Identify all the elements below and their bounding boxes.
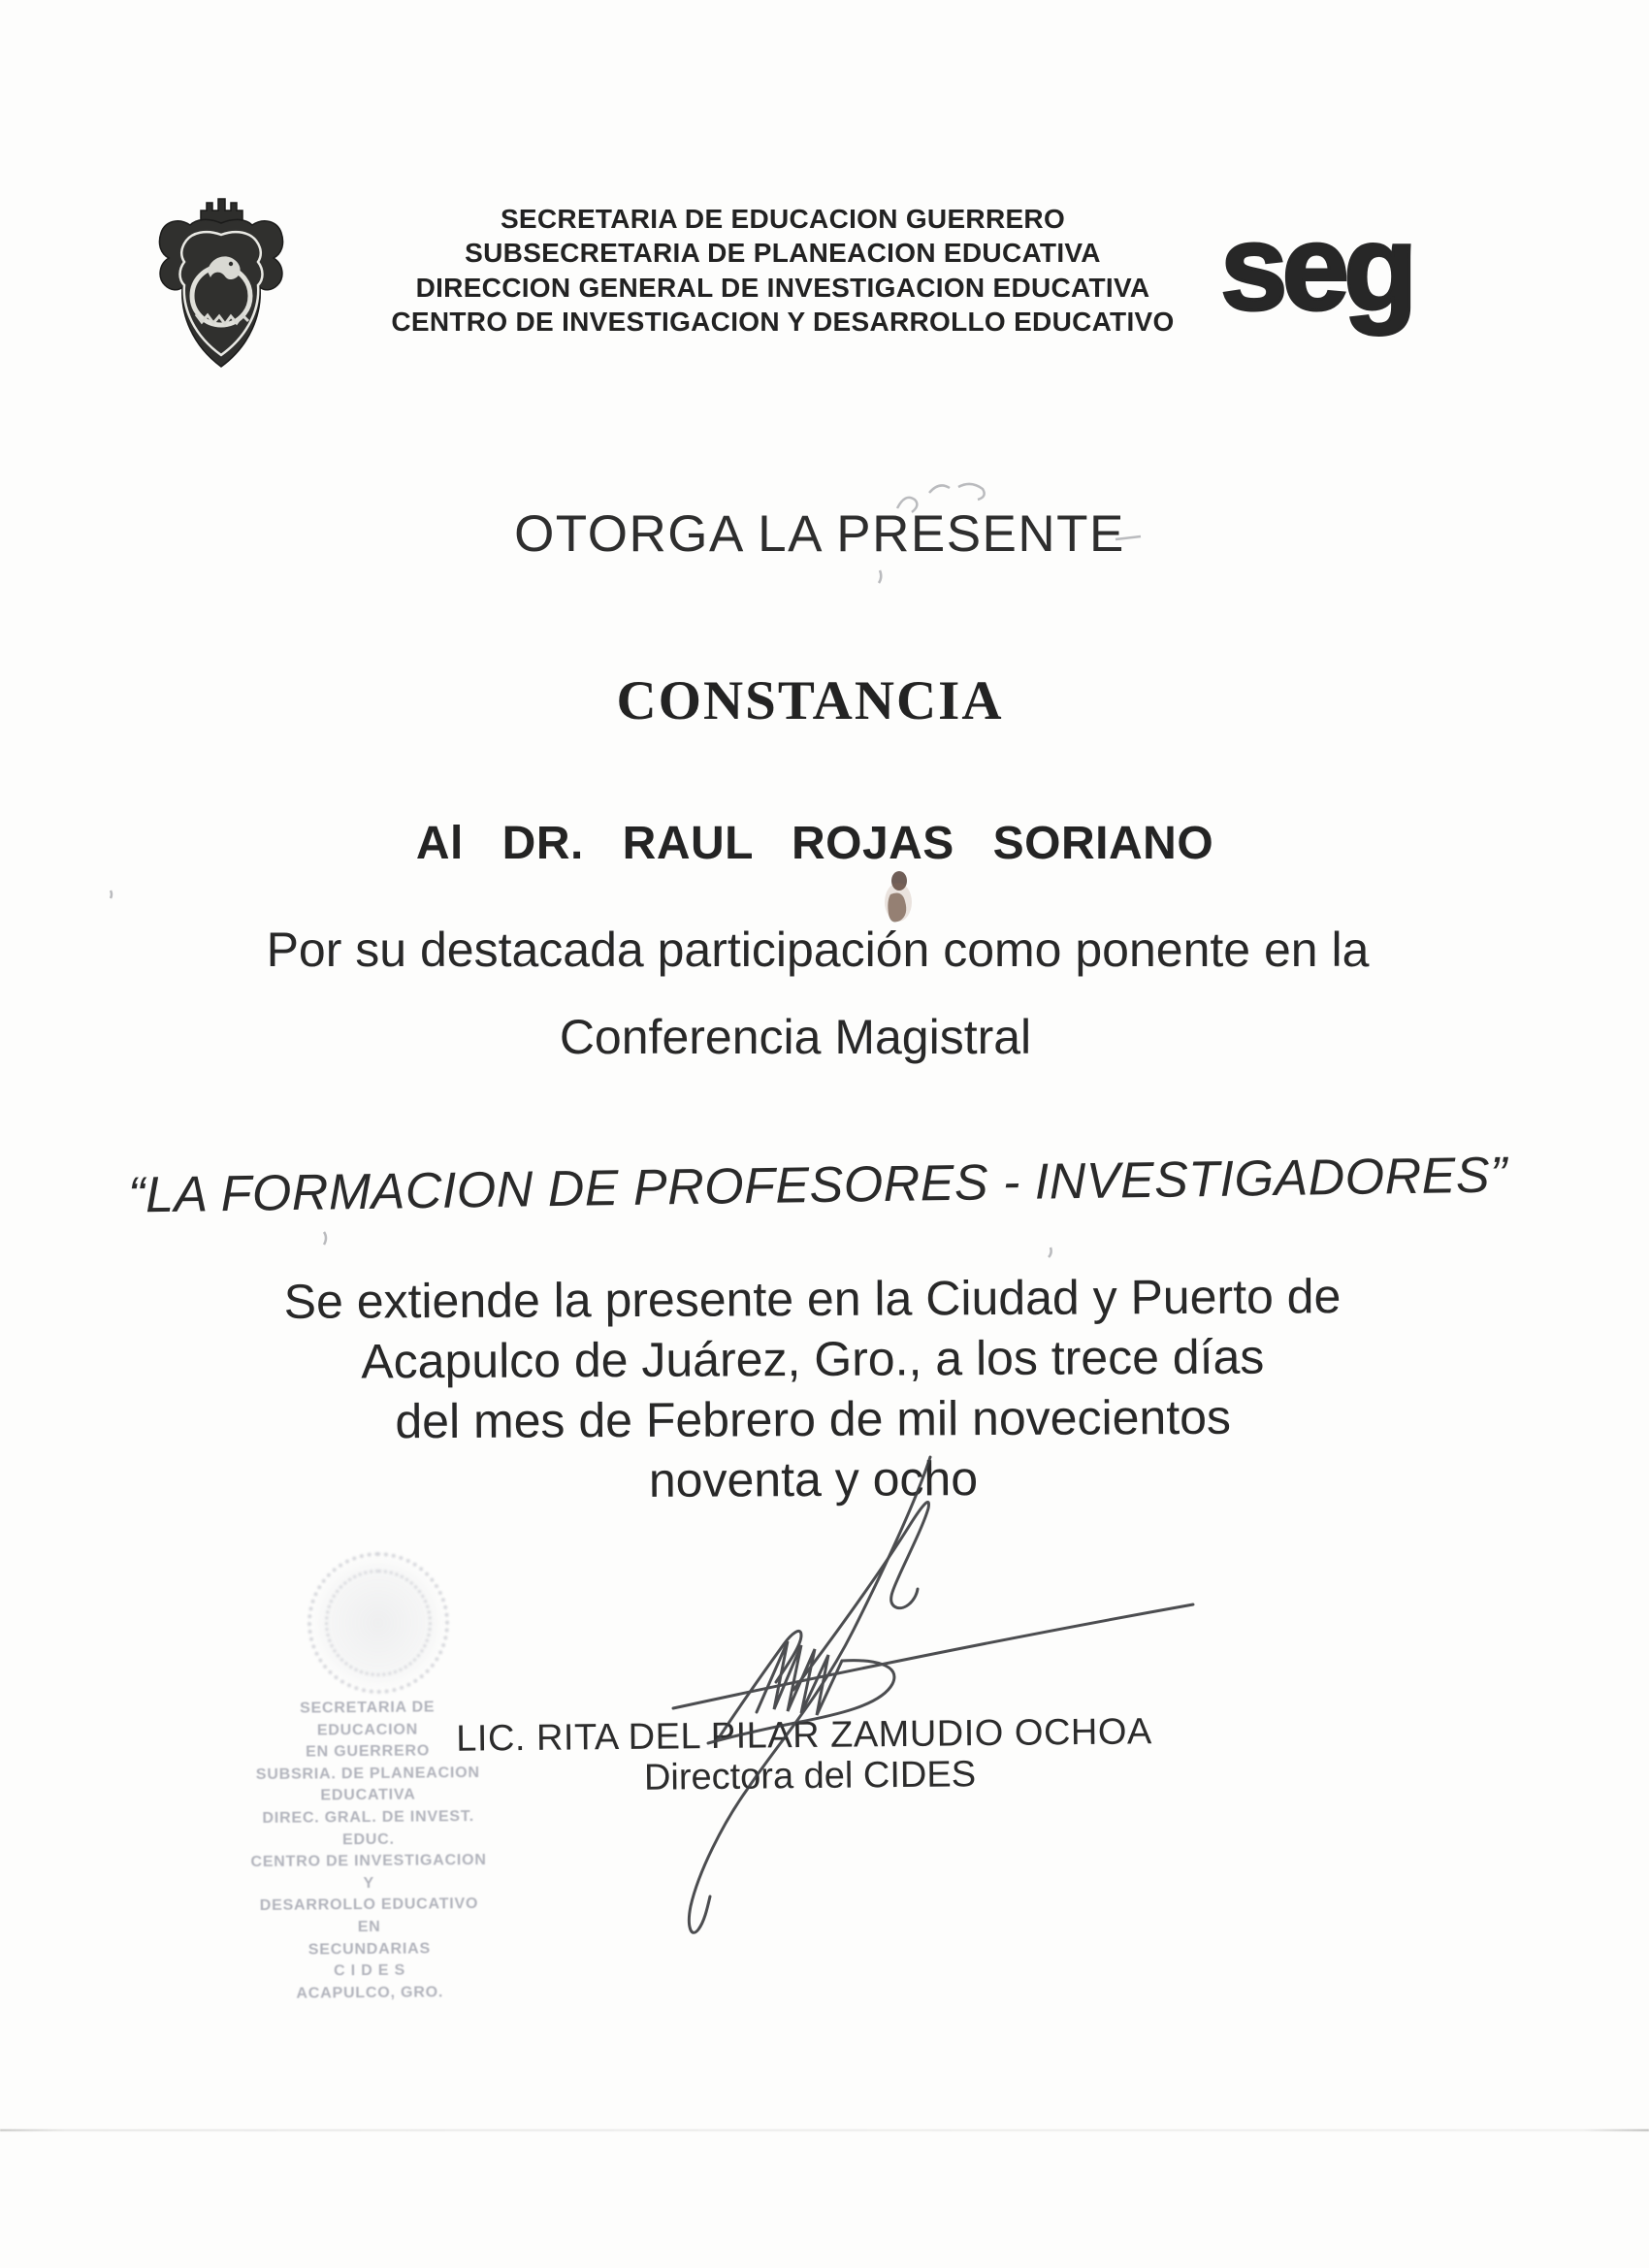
stamp-line: SECUNDARIAS <box>307 1939 432 1959</box>
stamp-line: SECRETARIA DE EDUCACION <box>299 1699 436 1739</box>
org-line: CENTRO DE INVESTIGACION Y DESARROLLO EDUCATIVO <box>391 306 1175 337</box>
stamp-line: EDUCATIVA <box>320 1786 416 1804</box>
issuance-line: noventa y ocho <box>648 1451 979 1507</box>
signatory-name: LIC. RITA DEL PILAR ZAMUDIO OCHOA <box>456 1711 1152 1760</box>
stamp-line: DESARROLLO EDUCATIVO EN <box>259 1895 479 1936</box>
stamp-line: SUBSRIA. DE PLANEACION <box>255 1764 480 1783</box>
stamp-line: CENTRO DE INVESTIGACION Y <box>250 1852 487 1892</box>
scanner-artifact-line <box>0 2129 1649 2131</box>
seg-logo: seg <box>1220 201 1412 336</box>
document-title: CONSTANCIA <box>616 670 1004 731</box>
issuance-paragraph <box>0 1265 1638 1514</box>
issuance-line: Se extiende la presente en la Ciudad y Puerto de <box>283 1269 1342 1329</box>
issuance-line: del mes de Febrero de mil novecientos <box>395 1389 1232 1449</box>
signatory-title: Directora del CIDES <box>643 1754 977 1798</box>
intro-line: OTORGA LA PRESENTE <box>514 505 1125 563</box>
reason-line: Por su destacada participación como ponente en la <box>266 923 1370 977</box>
org-line: SECRETARIA DE EDUCACION GUERRERO <box>500 204 1066 234</box>
recipient-name: Al DR. RAUL ROJAS SORIANO <box>415 818 1214 869</box>
stamp-line: EN GUERRERO <box>306 1742 431 1761</box>
stamp-line: ACAPULCO, GRO. <box>296 1984 444 2002</box>
ink-blot <box>885 871 912 922</box>
stamp-line: C I D E S <box>334 1961 406 1980</box>
stamp-line: DIREC. GRAL. DE INVEST. EDUC. <box>262 1808 474 1848</box>
faint-round-seal-icon <box>307 1552 449 1694</box>
org-line: DIRECCION GENERAL DE INVESTIGACION EDUCATIVA <box>415 272 1150 303</box>
conference-title: “LA FORMACION DE PROFESORES - INVESTIGADORES” <box>127 1147 1508 1224</box>
org-line: SUBSECRETARIA DE PLANEACION EDUCATIVA <box>465 238 1101 269</box>
issuance-line: Acapulco de Juárez, Gro., a los trece días <box>361 1329 1265 1389</box>
event-type-line: Conferencia Magistral <box>559 1010 1032 1064</box>
